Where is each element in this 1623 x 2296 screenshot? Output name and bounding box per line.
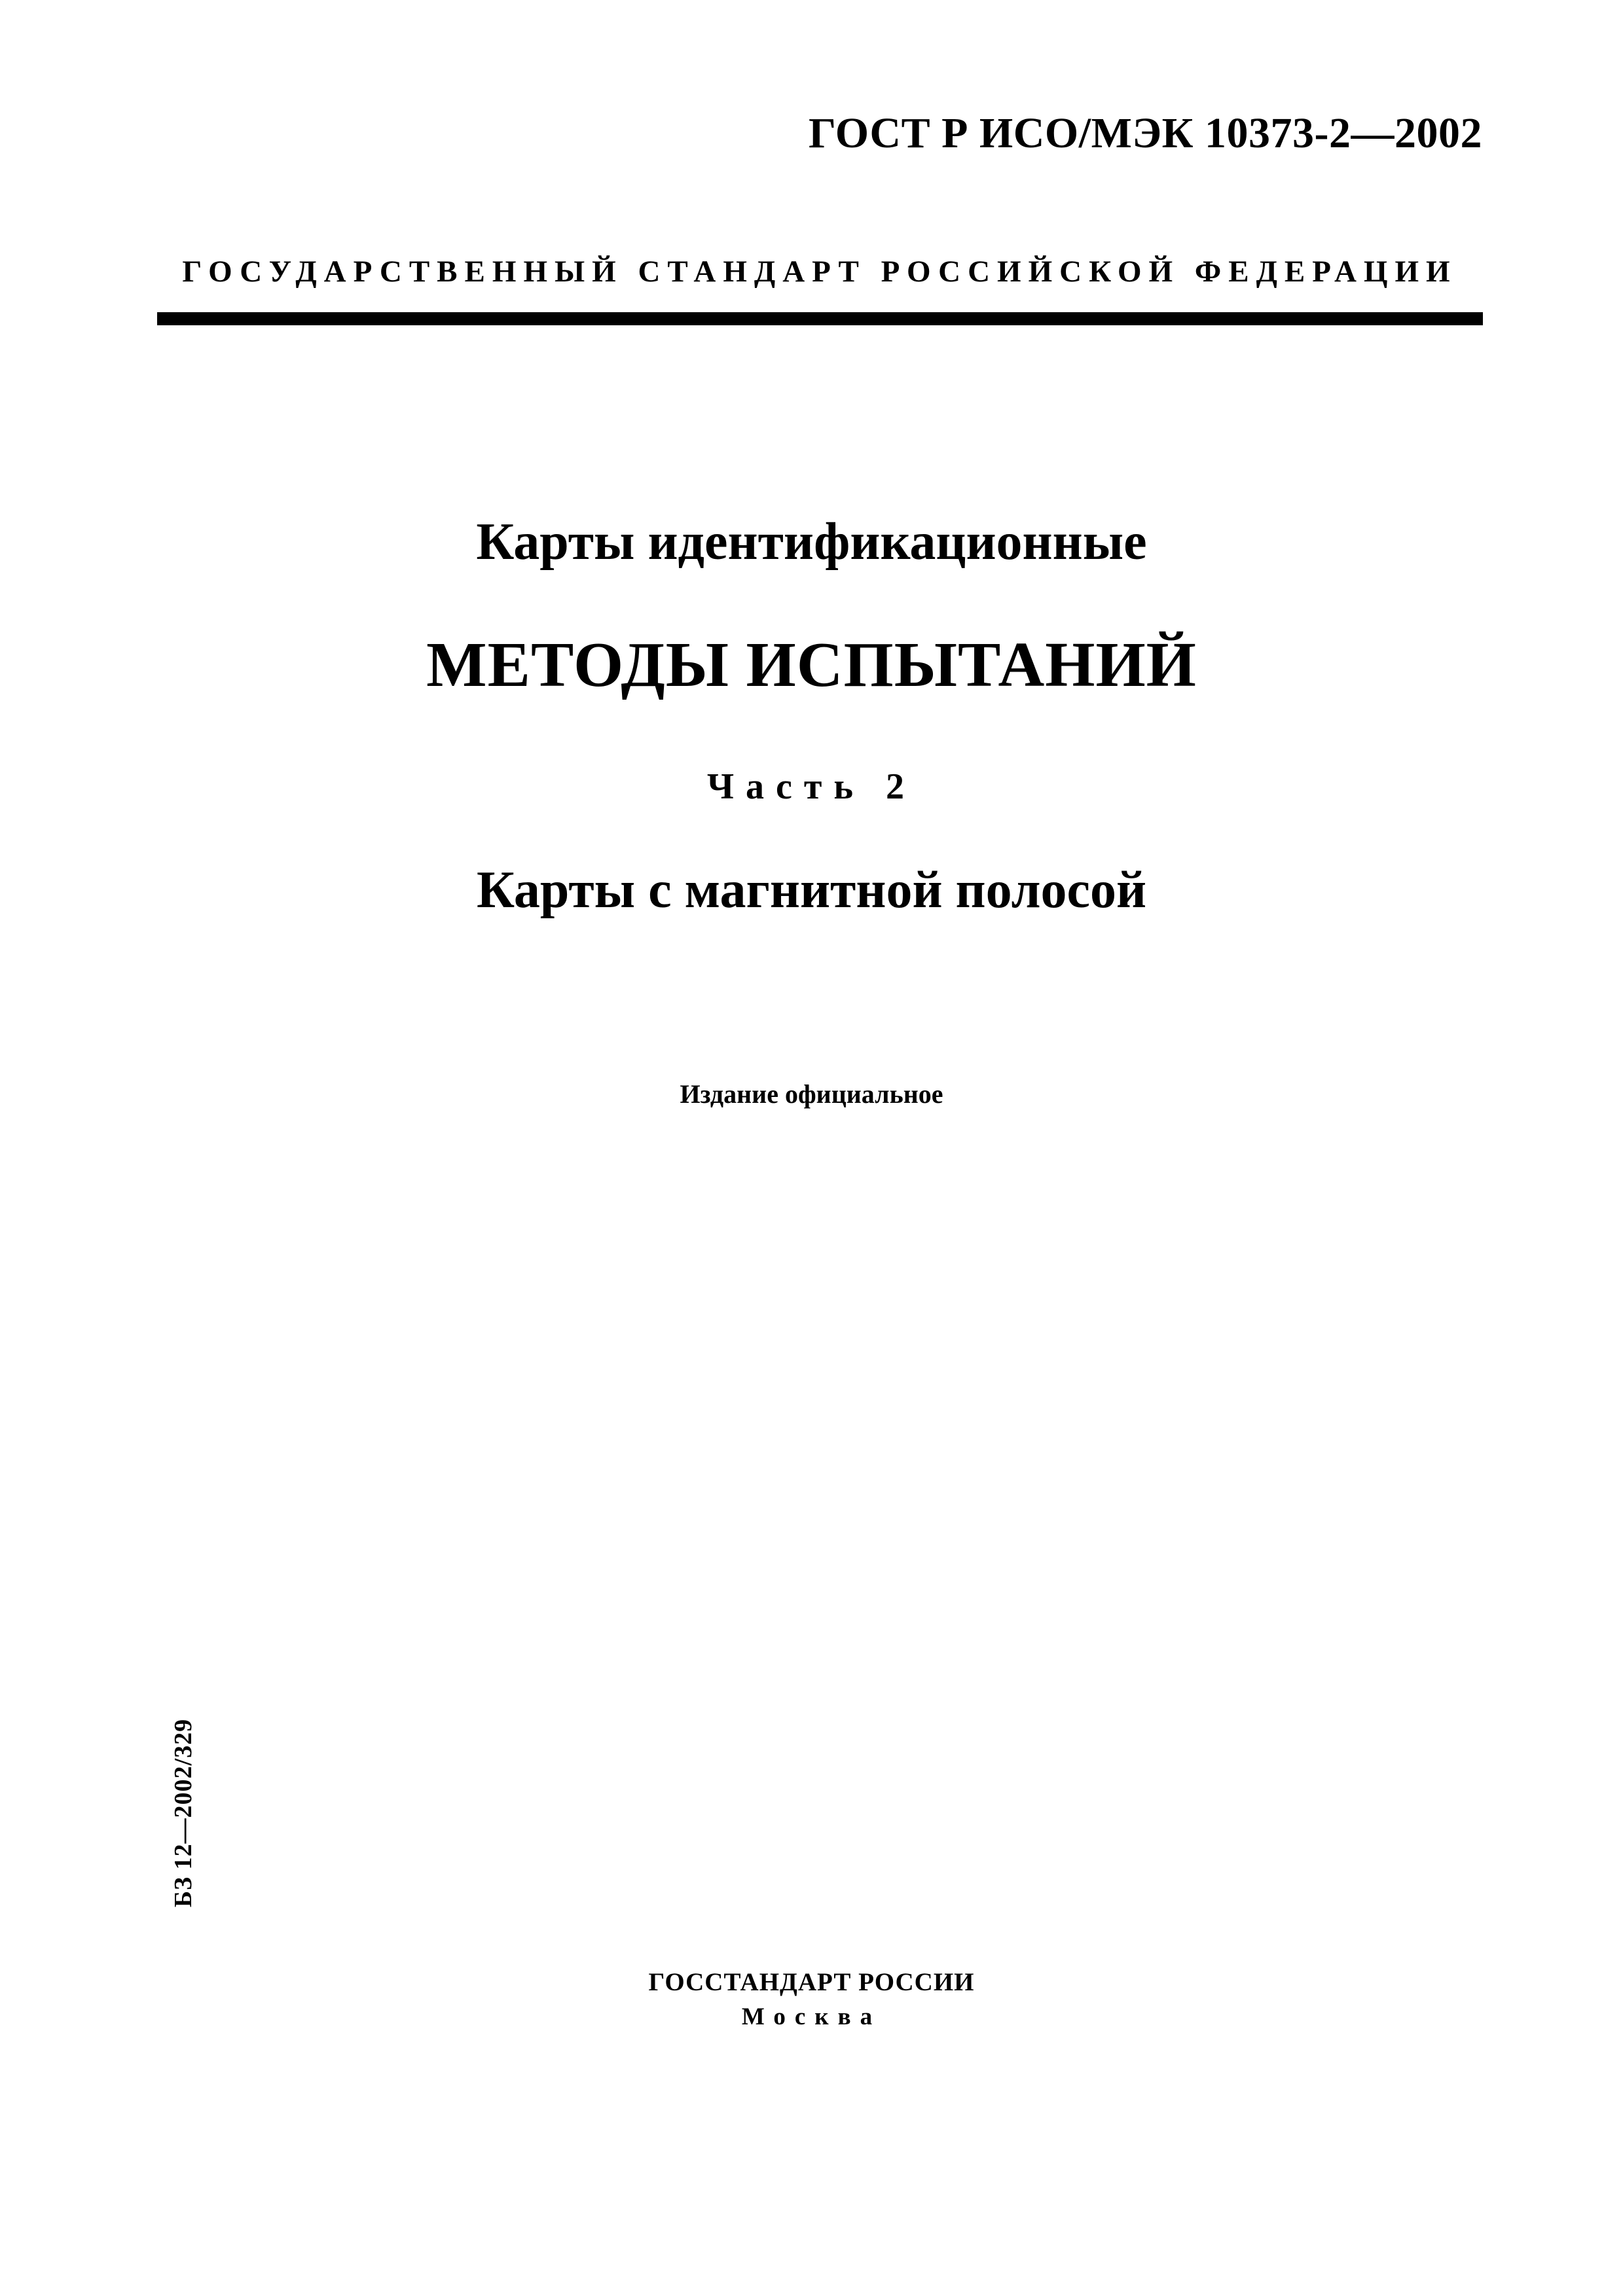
publisher: ГОССТАНДАРТ РОССИИ bbox=[648, 1968, 975, 1996]
edition-label: Издание официальное bbox=[680, 1079, 943, 1109]
part-number: Часть 2 bbox=[706, 766, 917, 807]
document-number: ГОСТ Р ИСО/МЭК 10373-2—2002 bbox=[808, 109, 1482, 157]
document-subtitle: Карты с магнитной полосой bbox=[476, 861, 1147, 919]
document-title-methods: МЕТОДЫ ИСПЫТАНИЙ bbox=[426, 630, 1197, 700]
publication-city: Москва bbox=[741, 2003, 882, 2030]
standard-type-heading: ГОСУДАРСТВЕННЫЙ СТАНДАРТ РОССИЙСКОЙ ФЕДЕРАЦИИ bbox=[182, 255, 1457, 289]
side-code: БЗ 12—2002/329 bbox=[170, 1718, 197, 1908]
header-divider bbox=[157, 312, 1483, 325]
document-title: Карты идентификационные bbox=[476, 513, 1147, 571]
